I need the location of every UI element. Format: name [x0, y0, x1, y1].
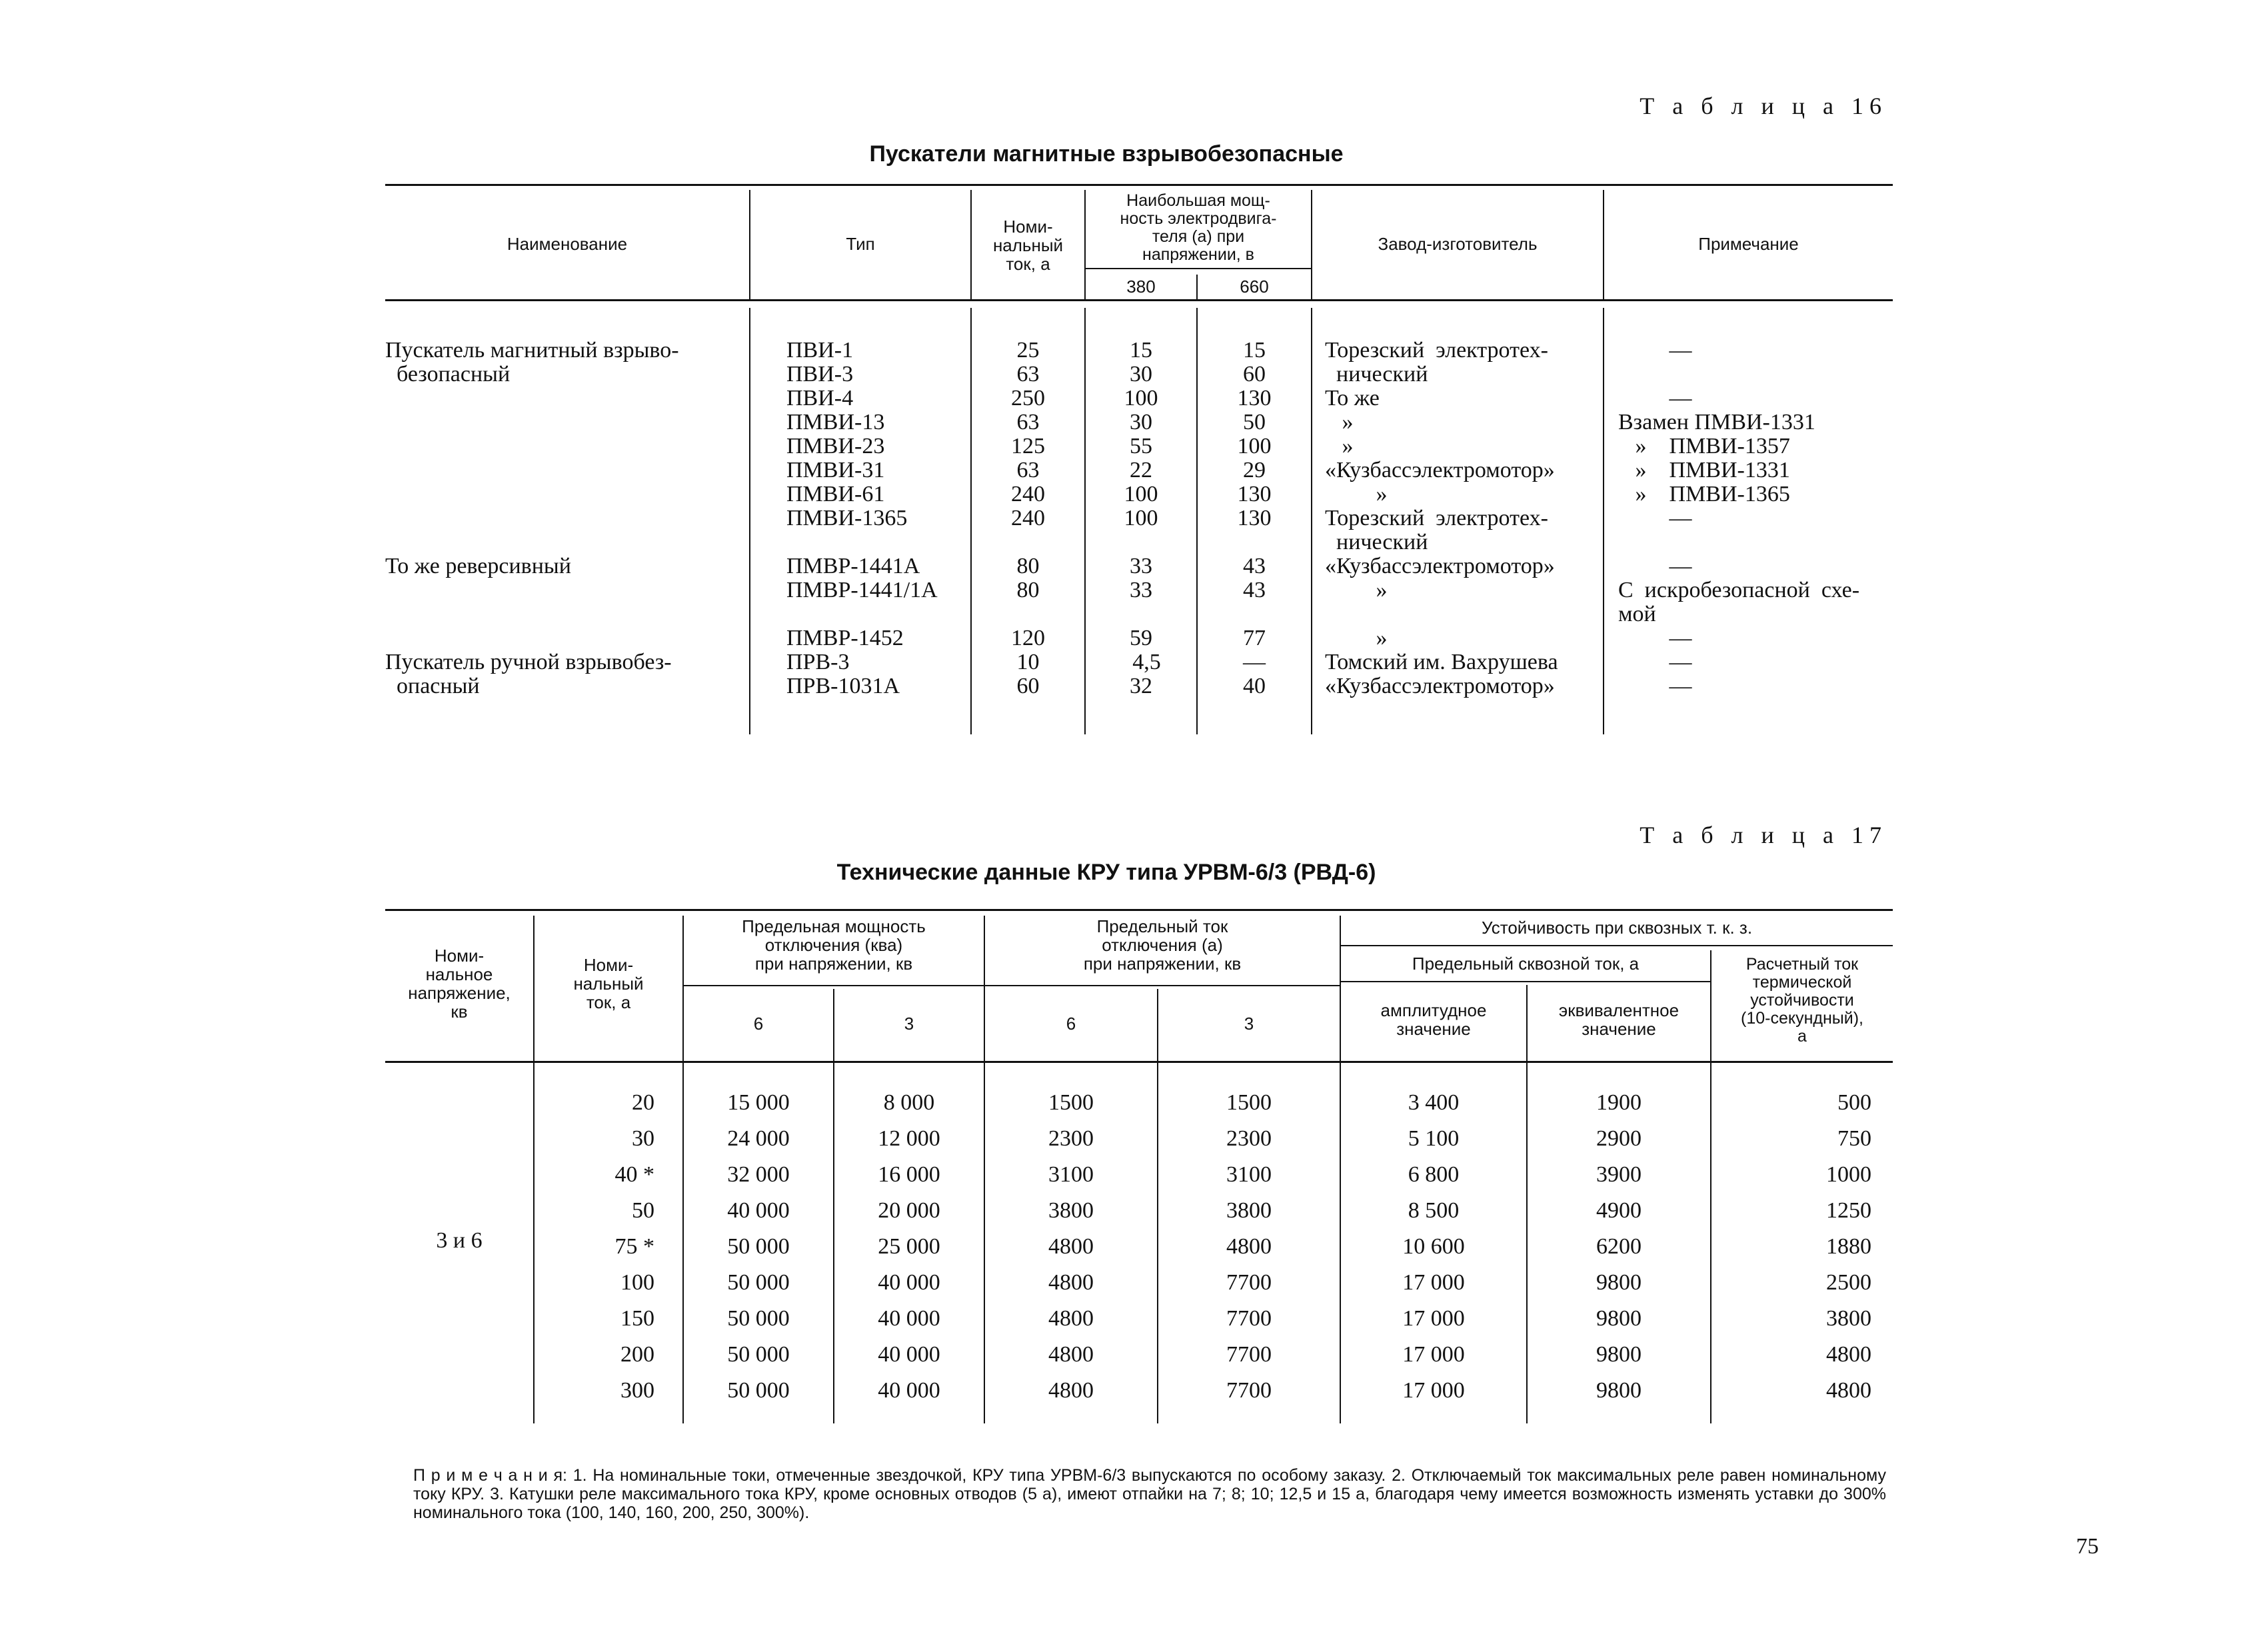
table16-header-type: Тип — [846, 234, 875, 254]
table16-col-name: Пускатель магнитный взрыво- безопасный То же реверсивный Пускатель ручной взрывобез- опасный — [385, 338, 679, 698]
table17-title: Технические данные КРУ типа УРВМ-6/3 (РВД-6) — [836, 860, 1376, 885]
table16-top-rule — [385, 184, 1893, 186]
table17-through-rule — [1341, 981, 1711, 982]
table16-voltage-rule — [1084, 268, 1311, 269]
table17-header-c3: 3 — [1244, 1014, 1254, 1034]
table17-header-p6: 6 — [753, 1014, 764, 1034]
table16-header-maker: Завод-изготовитель — [1378, 234, 1538, 254]
table17-header-rule — [385, 1061, 1893, 1063]
table16-col-note: — — Взамен ПМВИ-1331 » ПМВИ-1357 » ПМВИ-1331 » ПМВИ-1365 — — С искробезопасной схе- мой — — — — [1618, 338, 1860, 698]
table16-header-name: Наименование — [507, 234, 628, 254]
table16-header-power: Наибольшая мощ- ность электродвига- теля (а) при напряжении, в — [1120, 191, 1277, 264]
table17-header-nom-current: Номи- нальный ток, а — [573, 955, 644, 1012]
table17-header-c6: 6 — [1066, 1014, 1076, 1034]
table16-header-note: Примечание — [1698, 234, 1799, 254]
table17-header-amplitude: амплитудное значение — [1380, 1000, 1487, 1039]
table17-header-current-group: Предельный ток отключения (а) при напряжении, кв — [1083, 916, 1242, 974]
table17-col-c6: 1500 2300 3100 3800 4800 4800 4800 4800 4800 — [1048, 1090, 1094, 1403]
table17-col-p3: 8 000 12 000 16 000 20 000 25 000 40 000 40 000 40 000 40 000 — [878, 1090, 940, 1403]
table17-col-thermal: 500 750 1000 1250 1880 2500 3800 4800 4800 — [1826, 1090, 1871, 1403]
table16-col-p380: 15 30 100 30 55 22 100 100 33 33 59 4,5 32 — [1124, 338, 1161, 698]
table17-col-current: 20 30 40 * 50 75 * 100 150 200 300 — [614, 1090, 654, 1403]
table17-label: Т а б л и ц а 17 — [1640, 822, 1887, 848]
table17-col-p6: 15 000 24 000 32 000 40 000 50 000 50 000 50 000 50 000 50 000 — [727, 1090, 790, 1403]
table17-header-equivalent: эквивалентное значение — [1558, 1000, 1680, 1039]
table17-header-through-current: Предельный сквозной ток, а — [1412, 954, 1640, 974]
table17-header-p3: 3 — [904, 1014, 914, 1034]
table16-col-current: 25 63 250 63 125 63 240 240 80 80 120 10 60 — [1011, 338, 1045, 698]
page-number: 75 — [2076, 1534, 2099, 1559]
table16-col-type: ПВИ-1 ПВИ-3 ПВИ-4 ПМВИ-13 ПМВИ-23 ПМВИ-31 ПМВИ-61 ПМВИ-1365 ПМВР-1441А ПМВР-1441/1А ПМВР-1452 ПРВ-3 ПРВ-1031А — [786, 338, 938, 698]
table17-col-c3: 1500 2300 3100 3800 4800 7700 7700 7700 7700 — [1226, 1090, 1272, 1403]
table16-header-current: Номи- нальный ток, а — [992, 217, 1064, 274]
table17-col-amplitude: 3 400 5 100 6 800 8 500 10 600 17 000 17 000 17 000 17 000 — [1402, 1090, 1465, 1403]
table17-header-nom-voltage: Номи- нальное напряжение, кв — [408, 946, 511, 1022]
table16-header-660: 660 — [1240, 277, 1269, 297]
table16-title: Пускатели магнитные взрывобезопасные — [869, 141, 1344, 167]
table17-stability-rule — [1341, 945, 1893, 946]
table16-header-rule — [385, 299, 1893, 301]
table17-notes: П р и м е ч а н и я: 1. На номинальные токи, отмеченные звездочкой, КРУ типа УРВМ-6/3 выпускаются по особому заказу. 2. Отключаемый ток максимальных реле равен номинальному току КРУ. 3. Катушки реле максимального тока КРУ, кроме основных отводов (5 а), имеют отпайки на 7; 8; 10; 12,5 и 15 а, благодаря чему имеется возможность изменять уставки до 300% номинального тока (100, 140, 160, 200, 250, 300%). — [413, 1466, 1886, 1522]
table16-vrule — [1311, 308, 1312, 734]
table16-vrule — [1603, 308, 1604, 734]
table17-voltage-rule — [684, 985, 1340, 986]
table17-header-thermal: Расчетный ток термической устойчивости (10-секундный), а — [1741, 955, 1863, 1046]
table17-header-power-group: Предельная мощность отключения (ква) при напряжении, кв — [742, 916, 926, 974]
table16-label: Т а б л и ц а 16 — [1640, 93, 1887, 119]
table16-vrule — [749, 308, 750, 734]
table16-col-maker: Торезский электротех- нический То же » » «Кузбассэлектромотор» » Торезский электротех- нический «Кузбассэлектромотор» » » Томский им. Вахрушева «Кузбассэлектромотор» — [1325, 338, 1558, 698]
table16-col-p660: 15 60 130 50 100 29 130 130 43 43 77 — 40 — [1237, 338, 1272, 698]
table17-top-rule — [385, 909, 1893, 911]
table17-header-stability: Устойчивость при сквозных т. к. з. — [1481, 918, 1753, 938]
table16-header-380: 380 — [1126, 277, 1156, 297]
table17-voltage-value: 3 и 6 — [436, 1228, 483, 1253]
table17-col-equivalent: 1900 2900 3900 4900 6200 9800 9800 9800 9800 — [1596, 1090, 1642, 1403]
